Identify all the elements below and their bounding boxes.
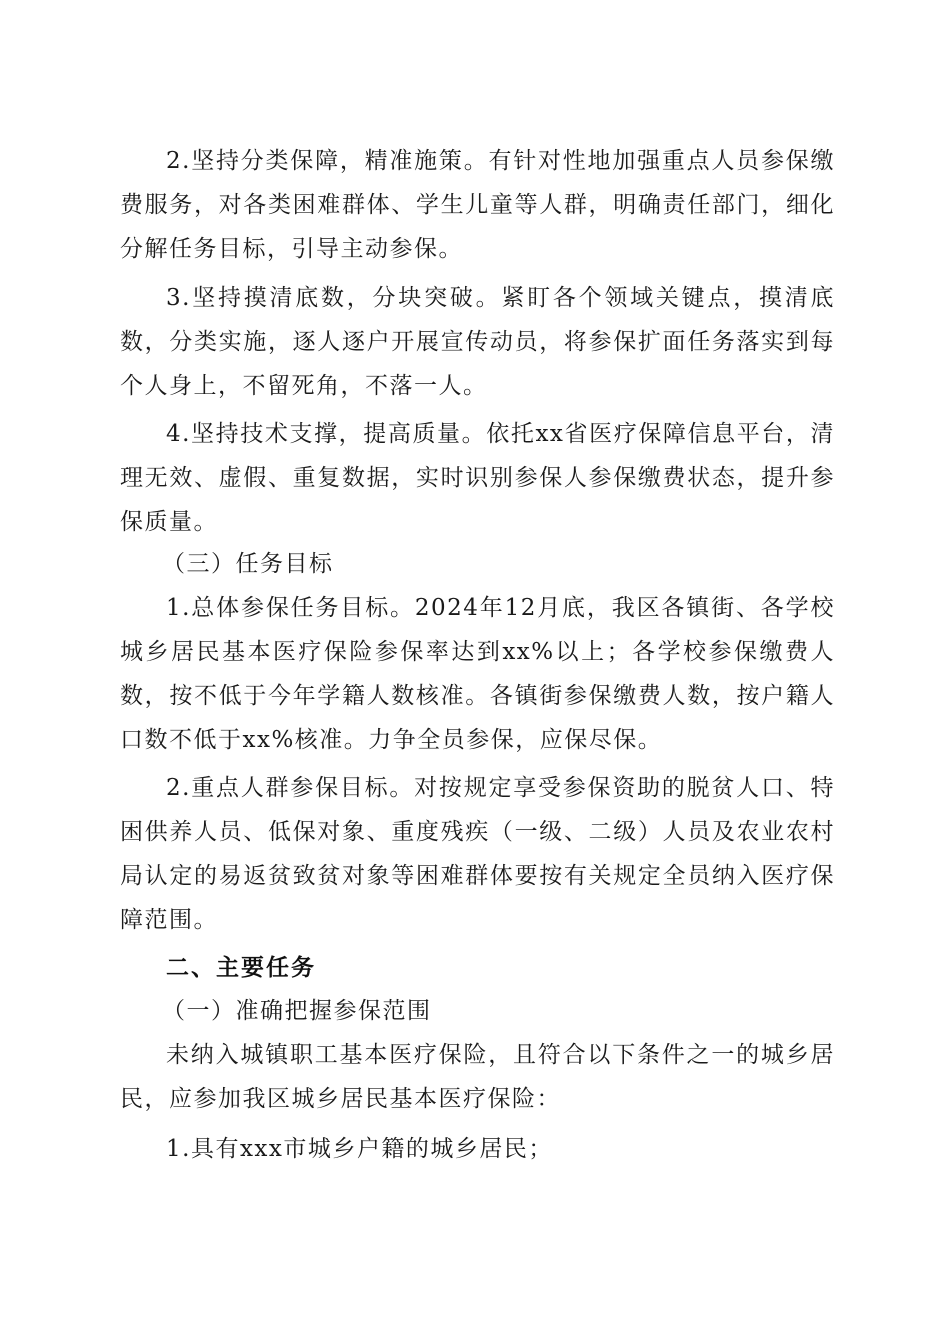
paragraph-scope-intro: 未纳入城镇职工基本医疗保险，且符合以下条件之一的城乡居民，应参加我区城乡居民基本医疗保险： bbox=[120, 1042, 835, 1112]
paragraph-classified-guarantee: 2.坚持分类保障，精准施策。有针对性地加强重点人员参保缴费服务，对各类困难群体、学生儿童等人群，明确责任部门，细化分解任务目标，引导主动参保。 bbox=[120, 148, 835, 262]
paragraph-scope-item-1: 1.具有xxx市城乡户籍的城乡居民； bbox=[166, 1136, 553, 1162]
paragraph-technical-support: 4.坚持技术支撑，提高质量。依托xx省医疗保障信息平台，清理无效、虚假、重复数据，实时识别参保人参保缴费状态，提升参保质量。 bbox=[120, 421, 835, 535]
chapter-heading-main-tasks: 二、主要任务 bbox=[166, 955, 316, 981]
paragraph-baseline-survey: 3.坚持摸清底数，分块突破。紧盯各个领域关键点，摸清底数，分类实施，逐人逐户开展宣传动员，将参保扩面任务落实到每个人身上，不留死角，不落一人。 bbox=[120, 285, 835, 399]
section-heading-scope: （一）准确把握参保范围 bbox=[162, 998, 432, 1024]
paragraph-key-group-goal: 2.重点人群参保目标。对按规定享受参保资助的脱贫人口、特困供养人员、低保对象、重度残疾（一级、二级）人员及农业农村局认定的易返贫致贫对象等困难群体要按有关规定全员纳入医疗保障范围。 bbox=[120, 775, 835, 933]
paragraph-overall-goal: 1.总体参保任务目标。2024年12月底，我区各镇街、各学校城乡居民基本医疗保险参保率达到xx%以上；各学校参保缴费人数，按不低于今年学籍人数核准。各镇街参保缴费人数，按户籍人口数不低于xx%核准。力争全员参保，应保尽保。 bbox=[120, 595, 835, 753]
section-heading-task-goal: （三）任务目标 bbox=[162, 551, 334, 577]
